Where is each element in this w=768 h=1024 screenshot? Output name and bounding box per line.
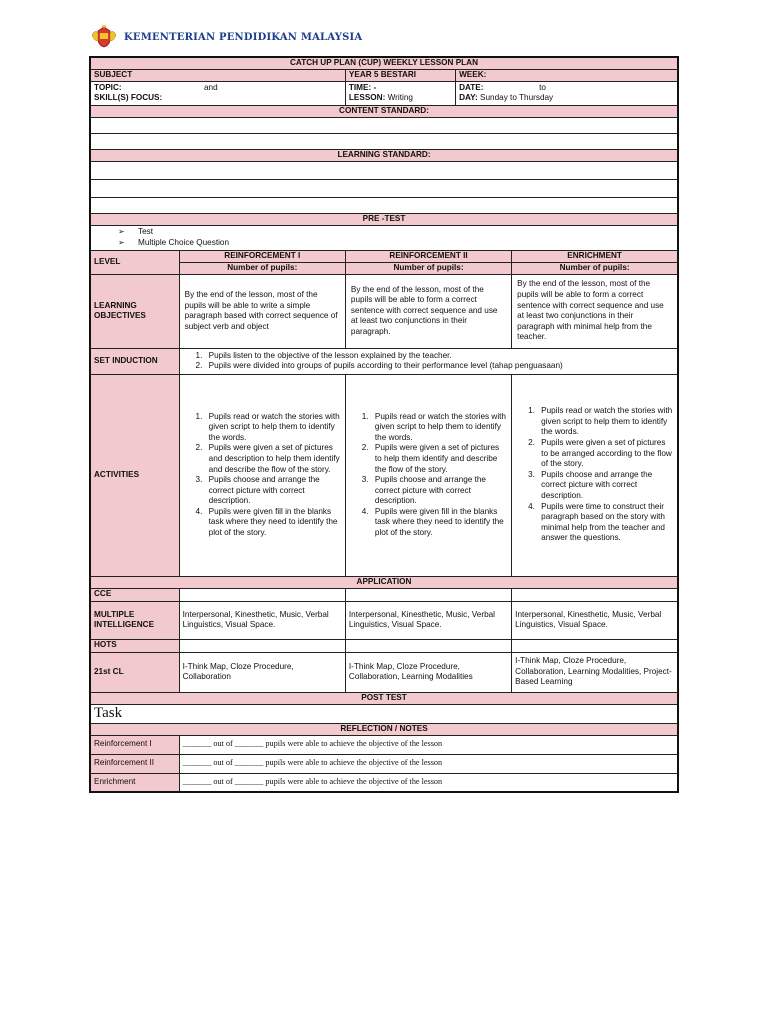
day-value: Sunday to Thursday [480,93,554,103]
set-induction-label: SET INDUCTION [90,348,179,374]
activities-en [512,374,678,576]
date-label: DATE: [459,82,484,92]
cce-r2 [345,588,511,601]
activity-item: 1. Pupils read or watch the stories with given script to help them to identify the words. [537,406,674,438]
topic-skill-cell [90,81,345,105]
ministry-header [90,24,362,50]
activities-r2 [345,374,511,576]
level-label: LEVEL [90,250,179,274]
activity-item: 2. Pupils were given a set of pictures and description to help them identify and describe the flow of the story. [205,443,342,475]
day-label: DAY: [459,93,478,103]
pupils-count-r1: Number of pupils: [179,262,345,274]
cl-r1: I-Think Map, Cloze Procedure, Collaboration [179,652,345,692]
learning-standard-line-2 [90,179,678,197]
pupils-count-r2: Number of pupils: [345,262,511,274]
application-heading: APPLICATION [90,576,678,588]
set-induction-item: 1. Pupils listen to the objective of the lesson explained by the teacher. [205,351,674,362]
topic-and: and [204,82,218,92]
date-to: to [539,82,546,92]
mi-r2: Interpersonal, Kinesthetic, Music, Verbal Linguistics, Visual Space. [345,601,511,639]
activity-item: 4. Pupils were given fill in the blanks task where they need to identify the plot of the story. [205,507,342,539]
content-standard-line-1 [90,117,678,133]
activity-item: 3. Pupils choose and arrange the correct picture with correct description. [537,470,674,502]
plan-title: CATCH UP PLAN (CUP) WEEKLY LESSON PLAN [90,57,678,69]
pupils-count-en: Number of pupils: [512,262,678,274]
post-test-heading: POST TEST [90,692,678,704]
date-day-cell [456,81,678,105]
lesson-label: LESSON: [348,93,386,103]
reflection-text: _______ out of _______ pupils were able to achieve the objective of the lesson [179,754,678,773]
content-standard-line-2 [90,133,678,149]
activity-item: 2. Pupils were given a set of pictures to be arranged according to the flow of the story. [537,438,674,470]
objective-r1: By the end of the lesson, most of the pupils will be able to write a simple paragraph based with correct sequence of subject verb and object [179,274,345,348]
lesson-plan-table [89,56,679,793]
coat-of-arms-icon [90,25,118,49]
level-reinforcement-1: REINFORCEMENT I [179,250,345,262]
hots-en [512,639,678,652]
learning-standard-line-1 [90,161,678,179]
cce-label: CCE [90,588,179,601]
set-induction-item: 2. Pupils were divided into groups of pupils according to their performance level (tahap penguasaan) [205,361,674,372]
pre-test-item: ➢ Test [118,227,674,238]
ministry-name: KEMENTERIAN PENDIDIKAN MALAYSIA [124,31,363,43]
activity-item: 2. Pupils were given a set of pictures to help them identify and describe the flow of the story. [371,443,508,475]
learning-standard-heading: LEARNING STANDARD: [90,149,678,161]
reflection-text: _______ out of _______ pupils were able to achieve the objective of the lesson [179,773,678,792]
subject-label: SUBJECT [90,69,345,81]
lesson-value: Writing [387,93,413,103]
cl-en: I-Think Map, Cloze Procedure, Collaboration, Learning Modalities, Project-Based Learning [512,652,678,692]
activity-item: 1. Pupils read or watch the stories with given script to help them to identify the words. [205,412,342,444]
reflection-label: Reinforcement II [90,754,179,773]
reflection-heading: REFLECTION / NOTES [90,723,678,735]
pre-test-heading: PRE -TEST [90,213,678,225]
hots-r2 [345,639,511,652]
mi-r1: Interpersonal, Kinesthetic, Music, Verbal Linguistics, Visual Space. [179,601,345,639]
mi-en: Interpersonal, Kinesthetic, Music, Verbal Linguistics, Visual Space. [512,601,678,639]
skill-label: SKILL(S) FOCUS: [94,93,163,103]
learning-standard-line-3 [90,197,678,213]
21st-cl-label: 21st CL [90,652,179,692]
level-reinforcement-2: REINFORCEMENT II [345,250,511,262]
hots-r1 [179,639,345,652]
time-lesson-cell [345,81,455,105]
activity-item: 1. Pupils read or watch the stories with given script to help them to identify the words. [371,412,508,444]
reflection-label: Enrichment [90,773,179,792]
cl-r2: I-Think Map, Cloze Procedure, Collaboration, Learning Modalities [345,652,511,692]
activity-item: 4. Pupils were time to construct their paragraph based on the story with minimal help from the teacher and answer the questions. [537,502,674,544]
pre-test-list-cell [90,225,678,250]
content-standard-heading: CONTENT STANDARD: [90,105,678,117]
set-induction-cell [179,348,678,374]
objective-r2: By the end of the lesson, most of the pupils will be able to form a correct sentence with correct sequence and use at least two conjunctions in their paragraph. [345,274,511,348]
week-label: WEEK: [456,69,678,81]
topic-label: TOPIC: [94,82,122,92]
multiple-intelligence-label: MULTIPLE INTELLIGENCE [90,601,179,639]
task-cell: Task [90,704,678,723]
reflection-text: _______ out of _______ pupils were able to achieve the objective of the lesson [179,735,678,754]
objective-en: By the end of the lesson, most of the pupils will be able to form a correct sentence with correct sequence and use at least two conjunctions in their paragraph with minimal help from the teacher. [512,274,678,348]
class-name: YEAR 5 BESTARI [345,69,455,81]
learning-objectives-label: LEARNING OBJECTIVES [90,274,179,348]
time-label: TIME: - [348,82,377,92]
activity-item: 3. Pupils choose and arrange the correct picture with correct description. [205,475,342,507]
activity-item: 4. Pupils were given fill in the blanks task where they need to identify the plot of the story. [371,507,508,539]
activities-label: ACTIVITIES [90,374,179,576]
activity-item: 3. Pupils choose and arrange the correct picture with correct description. [371,475,508,507]
hots-label: HOTS [90,639,179,652]
pre-test-item: ➢ Multiple Choice Question [118,238,674,249]
level-enrichment: ENRICHMENT [512,250,678,262]
activities-r1 [179,374,345,576]
cce-en [512,588,678,601]
reflection-label: Reinforcement I [90,735,179,754]
cce-r1 [179,588,345,601]
